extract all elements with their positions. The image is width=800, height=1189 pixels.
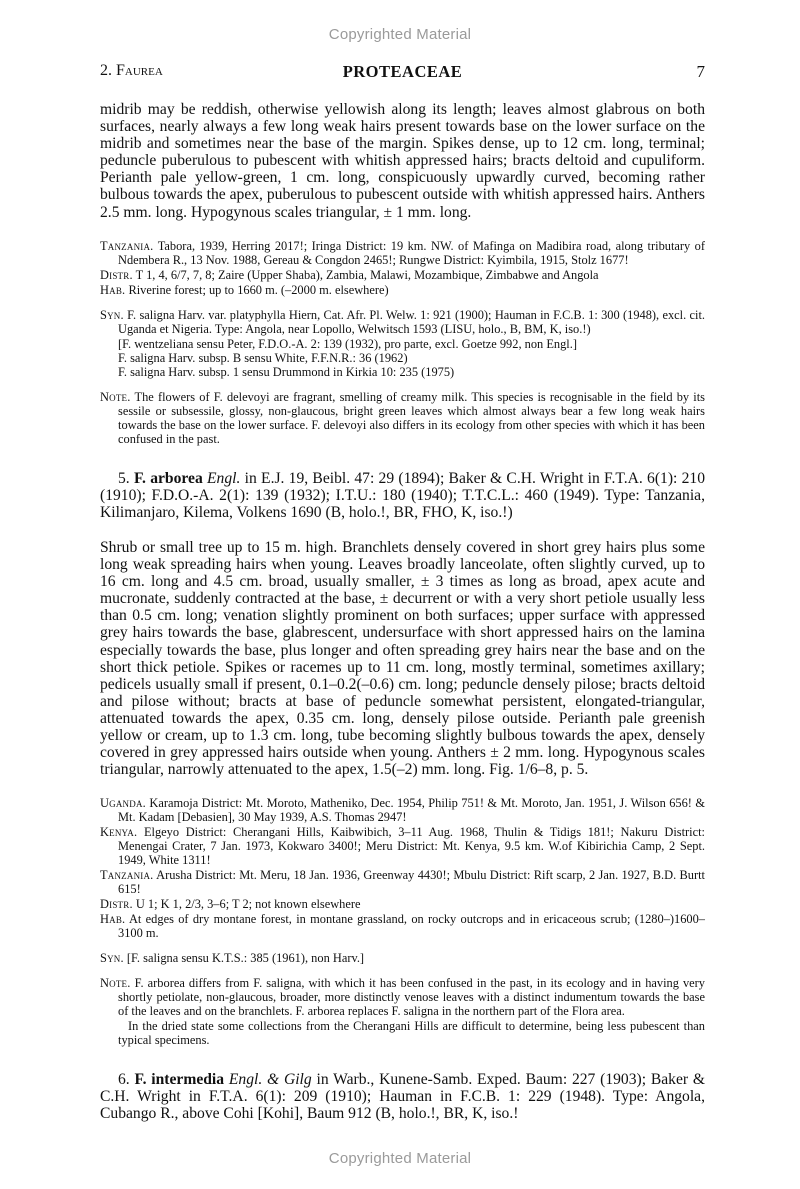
region-label: Tanzania. bbox=[100, 238, 154, 253]
note-label: Note. bbox=[100, 976, 131, 991]
specimen-block-delevoyi bbox=[100, 239, 705, 446]
species-heading-arborea bbox=[100, 470, 705, 521]
species-name: F. arborea bbox=[133, 469, 203, 487]
species-heading-intermedia bbox=[100, 1071, 705, 1122]
distribution bbox=[100, 268, 705, 282]
habitat bbox=[100, 283, 705, 297]
specimens-tanzania bbox=[100, 868, 705, 896]
synonym-line: [F. wentzeliana sensu Peter, F.D.O.-A. 2: 139 (1932), pro parte, excl. Goetze 992, non Engl.] bbox=[118, 336, 577, 351]
species-description: Shrub or small tree up to 15 m. high. Branchlets densely covered in short grey hairs plus some long weak spreading hairs when young. Leaves broadly lanceolate, often slightly curved, up to 16 cm. long and 4.5 cm. broad, usually smaller, ± 3 times as long as broad, apex acute and mucronate, suddenly contracted at the base, ± decurrent or with a very short petiole usually less than 0.5 cm. long; venation slightly prominent on both surfaces; upper surface with appressed grey hairs towards the base, glabrescent, undersurface with short appressed hairs on the lamina especially towards the base, plus longer and often spreading grey hairs near the base and on the short thick petiole. Spikes or racemes up to 11 cm. long, mostly terminal, sometimes axillary; pedicels usually small if present, 0.1–0.2(–0.6) cm. long; peduncle densely pilose; bracts deltoid and pilose without; bracts at base of peduncle somewhat persistent, elongated-triangular, attenuated towards the apex, 0.35 cm. long, densely pilose outside. Perianth pale greenish yellow or cream, up to 1.3 cm. long, tube becoming slightly bulbous towards the apex, densely covered in grey appressed hairs outside when young. Anthers ± 2 mm. long. Hypogynous scales triangular, narrowly attenuated to the apex, 1.5(–2) mm. long. Fig. 1/6–8, p. 5. bbox=[100, 538, 705, 779]
synonym-line: F. saligna Harv. subsp. 1 sensu Drummond in Kirkia 10: 235 (1975) bbox=[118, 364, 455, 379]
header-family: PROTEACEAE bbox=[342, 62, 463, 81]
species-citation: in Warb., Kunene-Samb. Exped. Baum: 227 (1903); Baker & C.H. Wright in F.T.A. 6(1): 209 (1910); Hauman in F.C.B. 1: 229 (1948). Type: Angola, Cubango R., above Cohi [Kohi], Baum 912 (B, holo.!, BR, K, iso.! bbox=[100, 1071, 706, 1123]
page-number: 7 bbox=[696, 62, 705, 81]
species-author: Engl. & Gilg bbox=[228, 1071, 312, 1089]
syn-label: Syn. bbox=[100, 951, 124, 966]
page-content bbox=[100, 101, 705, 1123]
synonymy bbox=[100, 308, 705, 336]
synonymy bbox=[100, 951, 705, 965]
region-label: Uganda. bbox=[100, 796, 146, 811]
hab-text: Riverine forest; up to 1660 m. (–2000 m. elsewhere) bbox=[128, 282, 389, 297]
note-text: F. arborea differs from F. saligna, with which it has been confused in the past, in its ecology and in having very shortly petiolate, non-glaucous, broader, more distinctly venose leaves with a distinct indumentum towards the base of the leaves and on the branchlets. F. arborea replaces F. saligna in the northern part of the Flora area. bbox=[118, 976, 705, 1019]
species-name: F. intermedia bbox=[134, 1071, 225, 1089]
specimen-text: Elgeyo District: Cherangani Hills, Kaibwibich, 3–11 Aug. 1968, Thulin & Tidigs 181!; Nakuru District: Menengai Crater, 7 Jan. 1973, Kokwaro 3400!; Meru District: Mt. Kenya, 9.5 km. W.of Kibirichia Camp, 2 Sept. 1949, White 1311! bbox=[118, 825, 705, 868]
copyright-watermark-top: Copyrighted Material bbox=[328, 26, 472, 43]
syn-text: F. saligna Harv. var. platyphylla Hiern, Cat. Afr. Pl. Welw. 1: 921 (1900); Hauman in F.C.B. 1: 300 (1948), excl. cit. Uganda et Nigeria. Type: Angola, near Lopollo, Welwitsch 1593 (LISU, holo., B, BM, K, iso.!) bbox=[118, 307, 705, 336]
hab-text: At edges of dry montane forest, in montane grassland, on rocky outcrops and in ericaceous scrub; (1280–)1600–3100 m. bbox=[118, 912, 705, 941]
note bbox=[100, 976, 705, 1018]
species-citation: in E.J. 19, Beibl. 47: 29 (1894); Baker & C.H. Wright in F.T.A. 6(1): 210 (1910); F.D.O.-A. 2(1): 139 (1932); I.T.U.: 180 (1940); T.T.C.L.: 460 (1949). Type: Tanzania, Kilimanjaro, Kilema, Volkens 1690 (B, holo.!, BR, FHO, K, iso.!) bbox=[100, 469, 706, 521]
note-label: Note. bbox=[100, 389, 131, 404]
description-continuation: midrib may be reddish, otherwise yellowish along its length; leaves almost glabrous on both surfaces, nearly always a few long weak hairs present towards base on the lower surface on the midrib and sometimes near the base of the margin. Spikes dense, up to 12 cm. long, terminal; peduncle puberulous to pubescent with whitish appressed hairs; bracts deltoid and cupuliform. Perianth pale yellow-green, 1 cm. long, conspicuously upwardly curved, becoming rather bulbous towards the apex, puberulous to pubescent outside with whitish appressed hairs. Anthers 2.5 mm. long. Hypogynous scales triangular, ± 1 mm. long. bbox=[100, 101, 705, 221]
distr-label: Distr. bbox=[100, 267, 133, 282]
note-continuation: In the dried state some collections from the Cherangani Hills are difficult to determine, being less pubescent than typical specimens. bbox=[118, 1019, 705, 1048]
region-label: Kenya. bbox=[100, 825, 138, 840]
region-label: Tanzania. bbox=[100, 868, 154, 883]
species-number: 5. bbox=[118, 469, 130, 487]
specimens-tanzania bbox=[100, 239, 705, 267]
header-genus: 2. Faurea bbox=[100, 62, 163, 79]
specimen-text: Tabora, 1939, Herring 2017!; Iringa District: 19 km. NW. of Mafinga on Madibira road, along tributary of Ndembera R., 13 Nov. 1988, Gereau & Congdon 2465!; Rungwe District: Kyimbila, 1915, Stolz 1677! bbox=[118, 238, 706, 267]
specimens-kenya bbox=[100, 825, 705, 867]
syn-label: Syn. bbox=[100, 307, 124, 322]
distr-text: T 1, 4, 6/7, 7, 8; Zaire (Upper Shaba), Zambia, Malawi, Mozambique, Zimbabwe and Angola bbox=[135, 267, 599, 282]
distribution bbox=[100, 897, 705, 911]
specimen-text: Arusha District: Mt. Meru, 18 Jan. 1936, Greenway 4430!; Mbulu District: Rift scarp, 2 Jan. 1927, B.D. Burtt 615! bbox=[118, 868, 706, 897]
habitat bbox=[100, 912, 705, 940]
synonym-line: F. saligna Harv. subsp. B sensu White, F.F.N.R.: 36 (1962) bbox=[118, 350, 408, 365]
species-author: Engl. bbox=[207, 469, 241, 487]
hab-label: Hab. bbox=[100, 282, 126, 297]
syn-text: [F. saligna sensu K.T.S.: 385 (1961), non Harv.] bbox=[126, 951, 365, 966]
specimen-text: Karamoja District: Mt. Moroto, Matheniko, Dec. 1954, Philip 751! & Mt. Moroto, Jan. 1951, J. Wilson 656! & Mt. Kadam [Debasien], 30 May 1939, A.S. Thomas 2947! bbox=[118, 796, 705, 825]
specimens-uganda bbox=[100, 796, 705, 824]
species-number: 6. bbox=[118, 1071, 130, 1089]
note bbox=[100, 390, 705, 446]
hab-label: Hab. bbox=[100, 912, 126, 927]
running-head bbox=[100, 62, 705, 84]
distr-text: U 1; K 1, 2/3, 3–6; T 2; not known elsewhere bbox=[135, 897, 361, 912]
note-text: The flowers of F. delevoyi are fragrant, smelling of creamy milk. This species is recognisable in the field by its sessile or subsessile, glossy, non-glaucous, bright green leaves which almost always bear a few long weak hairs towards the base on the lower surface. F. delevoyi also differs in its ecology from other species with which it has been confused in the past. bbox=[118, 389, 705, 446]
distr-label: Distr. bbox=[100, 897, 133, 912]
copyright-watermark-bottom: Copyrighted Material bbox=[328, 1150, 472, 1167]
specimen-block-arborea bbox=[100, 796, 705, 1047]
